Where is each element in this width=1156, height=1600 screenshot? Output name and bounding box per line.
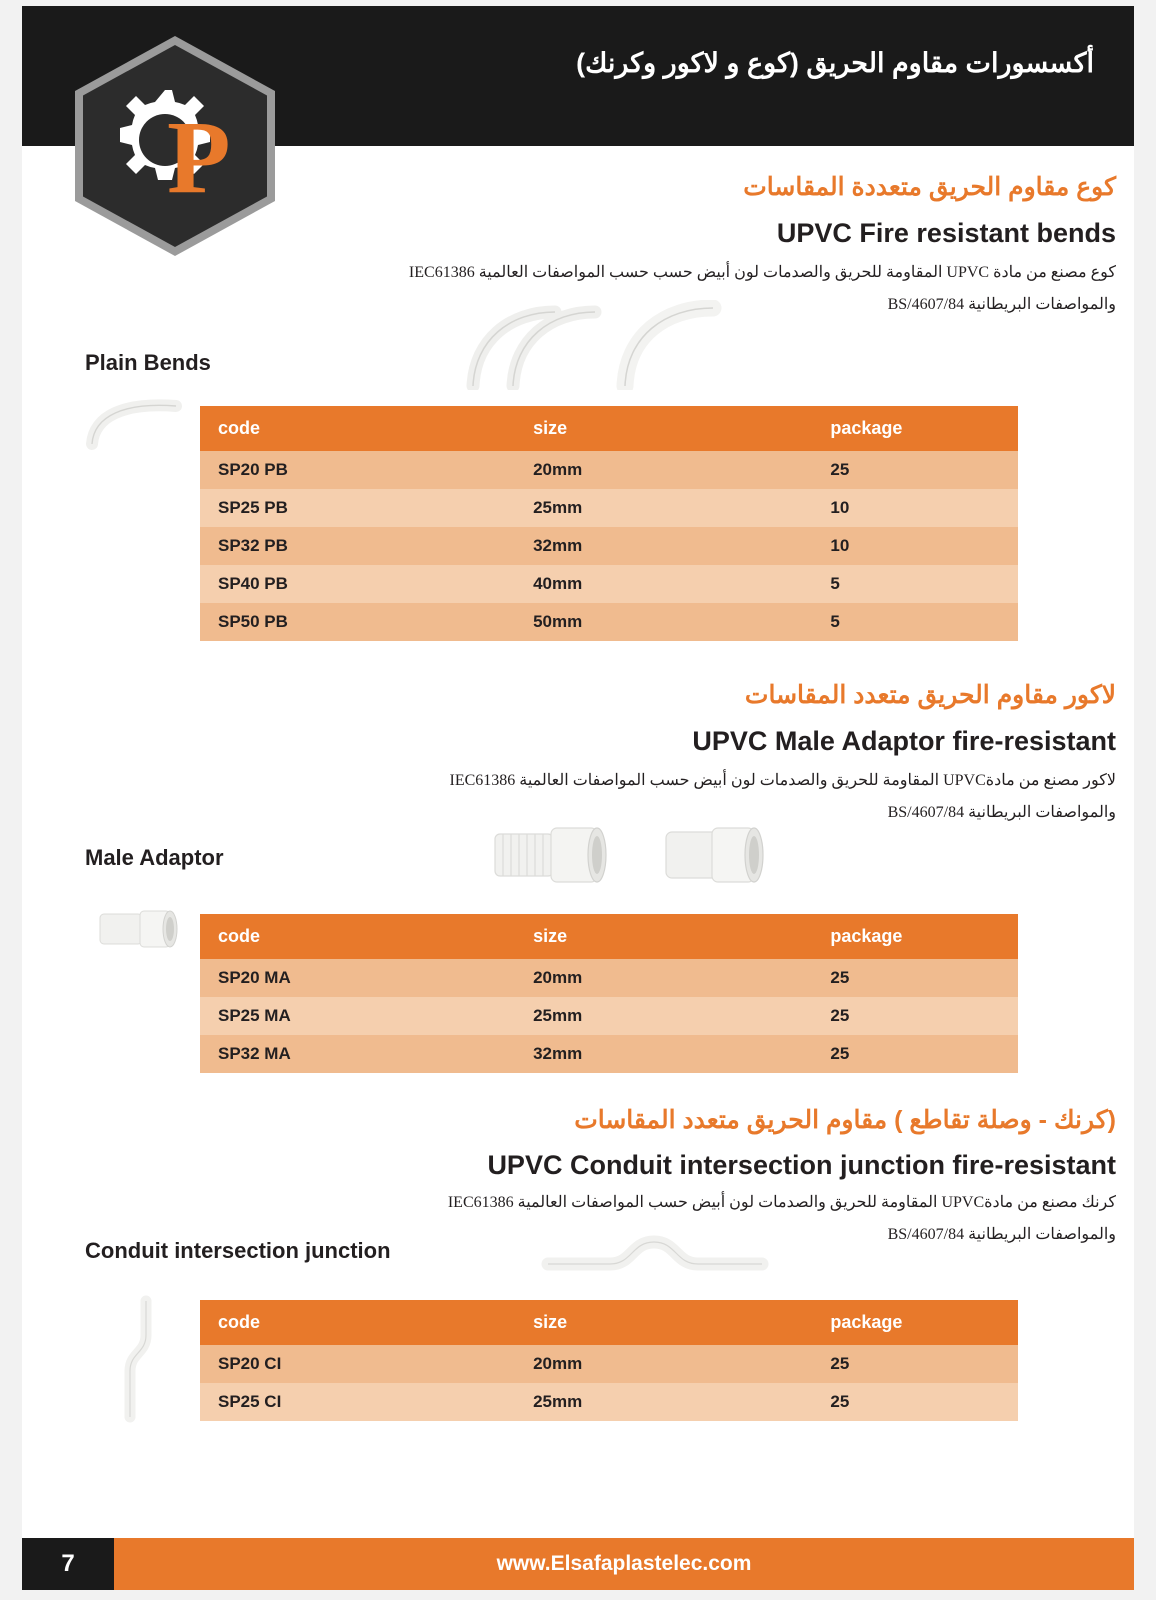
logo-letter: P bbox=[167, 100, 231, 215]
cell-package: 10 bbox=[812, 527, 1018, 565]
table-row bbox=[200, 527, 1018, 565]
table-row bbox=[200, 1035, 1018, 1073]
column-header-code: code bbox=[200, 914, 515, 959]
cell-size: 20mm bbox=[515, 959, 812, 997]
table-header-row bbox=[200, 914, 1018, 959]
column-header-code: code bbox=[200, 406, 515, 451]
cell-package: 25 bbox=[812, 1345, 1018, 1383]
section-3-sub-label: Conduit intersection junction bbox=[85, 1238, 391, 1263]
column-header-package: package bbox=[812, 406, 1018, 451]
cell-size: 50mm bbox=[515, 603, 812, 641]
cell-code: SP25 CI bbox=[200, 1383, 515, 1421]
section-1-desc-line-2: والمواصفات البريطانية BS/4607/84 bbox=[887, 296, 1116, 313]
male-adaptor-table bbox=[200, 914, 1018, 1073]
cell-code: SP32 MA bbox=[200, 1035, 515, 1073]
section-2-desc-line-1: لاكور مصنع من مادةUPVC المقاومة للحريق والصدمات لون أبيض حسب المواصفات العالمية IEC61386 bbox=[449, 772, 1116, 789]
table-row bbox=[200, 603, 1018, 641]
column-header-size: size bbox=[515, 1300, 812, 1345]
table-row bbox=[200, 565, 1018, 603]
section-2-heading-en: UPVC Male Adaptor fire-resistant bbox=[692, 726, 1116, 756]
cell-code: SP40 PB bbox=[200, 565, 515, 603]
cell-size: 32mm bbox=[515, 527, 812, 565]
cell-code: SP50 PB bbox=[200, 603, 515, 641]
bend-product-image-group bbox=[455, 300, 745, 395]
page-edge-bottom bbox=[0, 1590, 1156, 1600]
cell-package: 5 bbox=[812, 603, 1018, 641]
male-adaptor-product-image-group bbox=[485, 812, 775, 907]
cell-package: 10 bbox=[812, 489, 1018, 527]
cell-size: 20mm bbox=[515, 1345, 812, 1383]
cell-package: 5 bbox=[812, 565, 1018, 603]
column-header-size: size bbox=[515, 914, 812, 959]
conduit-junction-thumb-image bbox=[120, 1295, 180, 1430]
cell-size: 25mm bbox=[515, 997, 812, 1035]
column-header-package: package bbox=[812, 1300, 1018, 1345]
section-1-desc-line-1: كوع مصنع من مادة UPVC المقاومة للحريق والصدمات لون أبيض حسب حسب المواصفات العالمية IEC61386 bbox=[408, 264, 1116, 281]
cell-package: 25 bbox=[812, 959, 1018, 997]
page-number: 7 bbox=[22, 1538, 114, 1590]
conduit-junction-table bbox=[200, 1300, 1018, 1421]
cell-size: 20mm bbox=[515, 451, 812, 489]
section-3-desc-line-1: كرنك مصنع من مادةUPVC المقاومة للحريق والصدمات لون أبيض حسب المواصفات العالمية IEC61386 bbox=[447, 1194, 1116, 1211]
table-header-row bbox=[200, 1300, 1018, 1345]
section-3-desc-line-2: والمواصفات البريطانية BS/4607/84 bbox=[887, 1226, 1116, 1243]
section-3-heading-ar: (كرنك - وصلة تقاطع ) مقاوم الحريق متعدد المقاسات bbox=[574, 1106, 1116, 1134]
page-edge-right bbox=[1134, 0, 1156, 1600]
company-logo bbox=[75, 36, 275, 256]
section-2-heading-ar: لاكور مقاوم الحريق متعدد المقاسات bbox=[744, 681, 1116, 709]
section-1-heading-ar: كوع مقاوم الحريق متعددة المقاسات bbox=[743, 173, 1116, 201]
table-row bbox=[200, 1383, 1018, 1421]
cell-package: 25 bbox=[812, 997, 1018, 1035]
cell-code: SP32 PB bbox=[200, 527, 515, 565]
cell-size: 40mm bbox=[515, 565, 812, 603]
table-row bbox=[200, 451, 1018, 489]
section-2-sub-label: Male Adaptor bbox=[85, 845, 224, 870]
section-1-heading-en: UPVC Fire resistant bends bbox=[776, 218, 1116, 248]
conduit-junction-product-image bbox=[540, 1230, 770, 1285]
cell-package: 25 bbox=[812, 1383, 1018, 1421]
cell-package: 25 bbox=[812, 451, 1018, 489]
table-row bbox=[200, 959, 1018, 997]
cell-code: SP20 CI bbox=[200, 1345, 515, 1383]
cell-size: 25mm bbox=[515, 1383, 812, 1421]
page-edge-left bbox=[0, 0, 22, 1600]
website-link[interactable]: www.Elsafaplastelec.com bbox=[114, 1538, 1134, 1590]
table-row bbox=[200, 997, 1018, 1035]
cell-code: SP20 PB bbox=[200, 451, 515, 489]
column-header-package: package bbox=[812, 914, 1018, 959]
plain-bends-table bbox=[200, 406, 1018, 641]
cell-size: 25mm bbox=[515, 489, 812, 527]
column-header-code: code bbox=[200, 1300, 515, 1345]
cell-code: SP25 PB bbox=[200, 489, 515, 527]
cell-code: SP20 MA bbox=[200, 959, 515, 997]
table-row bbox=[200, 489, 1018, 527]
cell-size: 32mm bbox=[515, 1035, 812, 1073]
plain-bend-thumb-image bbox=[80, 392, 190, 457]
table-row bbox=[200, 1345, 1018, 1383]
male-adaptor-thumb-image bbox=[92, 898, 192, 963]
column-header-size: size bbox=[515, 406, 812, 451]
page-title: أكسسورات مقاوم الحريق (كوع و لاكور وكرنك) bbox=[576, 48, 1094, 78]
cell-package: 25 bbox=[812, 1035, 1018, 1073]
page-footer bbox=[22, 1538, 1134, 1590]
section-1-sub-label: Plain Bends bbox=[85, 350, 211, 375]
table-header-row bbox=[200, 406, 1018, 451]
section-2-desc-line-2: والمواصفات البريطانية BS/4607/84 bbox=[887, 804, 1116, 821]
cell-code: SP25 MA bbox=[200, 997, 515, 1035]
section-3-heading-en: UPVC Conduit intersection junction fire-resistant bbox=[487, 1150, 1116, 1180]
